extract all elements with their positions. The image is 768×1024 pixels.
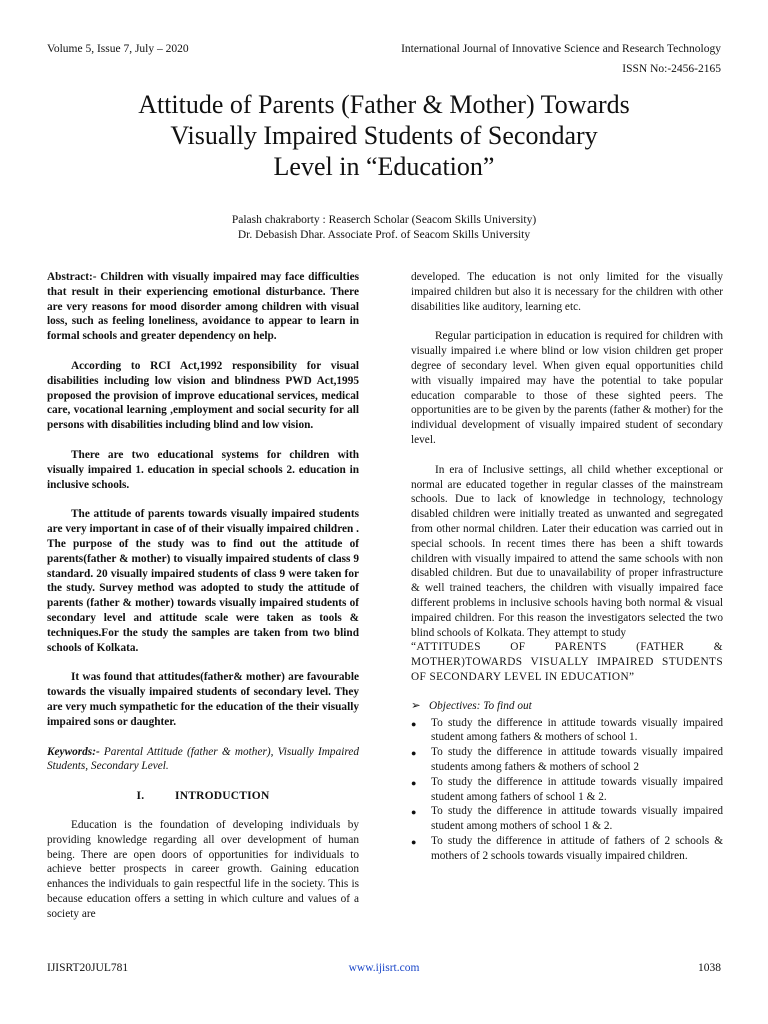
objectives-heading bbox=[411, 699, 723, 714]
section-heading: I. INTRODUCTION bbox=[136, 790, 270, 803]
study-title-quote: “ATTITUDES OF PARENTS (FATHER & MOTHER)TOWARDS VISUALLY IMPAIRED STUDENTS OF SECONDARY LEVEL IN EDUCATION” bbox=[411, 641, 723, 683]
bullet-icon: ● bbox=[411, 718, 417, 729]
author-2: Dr. Debasish Dhar. Associate Prof. of Seacom Skills University bbox=[237, 228, 531, 241]
list-item bbox=[411, 716, 723, 746]
volume-info: Volume 5, Issue 7, July – 2020 bbox=[47, 43, 189, 55]
abstract-paragraph: According to RCI Act,1992 responsibility for visual disabilities including low vision and blindness PWD Act,1995 proposed the provision of improve educational services, medical care, vocational learning ,employment and social security for all persons with disabilities including blind and low vision. bbox=[47, 359, 359, 432]
left-column bbox=[47, 270, 359, 936]
list-item bbox=[411, 775, 723, 805]
objective-text: To study the difference in attitude towards visually impaired student among fathers & mothers of school 1. bbox=[431, 716, 723, 744]
journal-url-link[interactable]: www.ijisrt.com bbox=[348, 962, 420, 974]
intro-paragraph: Regular participation in education is required for children with visually impaired i.e where blind or low vision children get proper degree of secondary level. When given equal opportunities child with visually impaired may have the potential to take popular education comparable to those of these sighted peers. The opportunities are to be given by the parents (father & mother) for the individual development of visually impaired student of secondary level. bbox=[411, 330, 723, 446]
objectives-heading-text: Objectives: To find out bbox=[429, 699, 532, 712]
right-column bbox=[411, 270, 723, 863]
abstract-paragraph: The attitude of parents towards visually impaired students are very important in case of of their visually impaired children . The purpose of the study was to find out the attitude of parents(father & mother) to visually impaired students of class 9 standard. 20 visually impaired students of class 9 were taken for the study. Survey method was adopted to study the attitude of parents (father & mother) towards visually impaired students of secondary level and attitude scale were taken as tools & techniques.For the study the samples are taken from two blind schools of Kolkata. bbox=[47, 508, 359, 654]
article-id: IJISRT20JUL781 bbox=[47, 962, 129, 974]
page-number: 1038 bbox=[698, 962, 721, 974]
objectives-list bbox=[411, 716, 723, 864]
keywords-text: Parental Attitude (father & mother), Visually Impaired Students, Secondary Level. bbox=[47, 745, 359, 773]
abstract-paragraph: There are two educational systems for children with visually impaired 1. education in special schools 2. education in inclusive schools. bbox=[47, 448, 359, 491]
author-1: Palash chakraborty : Reaserch Scholar (Seacom Skills University) bbox=[231, 214, 537, 226]
objective-text: To study the difference in attitude towards visually impaired student among fathers of school 1 & 2. bbox=[431, 775, 723, 803]
list-item bbox=[411, 834, 723, 864]
arrow-bullet-icon: ➢ bbox=[411, 699, 421, 712]
abstract-paragraph: Abstract:- Children with visually impaired may face difficulties that result in their experiencing emotional disturbance. There are very reasons for mood disorder among children with visual loss, such as feeling loneliness, avoidance to appear to learn in formal schools and greater dependency on help. bbox=[47, 271, 359, 343]
intro-paragraph: In era of Inclusive settings, all child whether exceptional or normal are educated together in regular classes of the mainstream schools. Due to lack of knowledge in technology, technology disabled children were initially treated as unwanted and segregated from other normal children. Later their education was carried out in special schools. In recent times there has been a shift towards children with visually impaired to attend the same schools with non disabled children. But due to unavailability of proper infrastructure & well trained teachers, the children with visually impaired face different problems in inclusive schools having both normal & visual impaired children. For this reason the investigators selected the two blind schools of Kolkata. They attempt to study bbox=[411, 463, 723, 639]
paper-title: Attitude of Parents (Father & Mother) Towards Visually Impaired Students of Secondary Level in “Education” bbox=[138, 90, 630, 181]
objective-text: To study the difference in attitude towards visually impaired student among mothers of school 1 & 2. bbox=[431, 805, 723, 833]
keywords bbox=[47, 745, 359, 775]
bullet-icon: ● bbox=[411, 836, 417, 847]
keywords-label: Keywords:- bbox=[47, 745, 100, 758]
intro-paragraph: Education is the foundation of developing individuals by providing knowledge regarding all over development of human being. There are open doors of opportunities for individuals to achieve better prospects in career growth. Gaining education enhances the individuals to gain respectful life in the society. This is because education offers a setting in which culture and values of a society are bbox=[47, 818, 359, 920]
abstract-paragraph: It was found that attitudes(father& mother) are favourable towards the visually impaired students of secondary level. They are very much sympathetic for the education of the their visually impaired sons or daughter. bbox=[47, 671, 359, 728]
issn: ISSN No:-2456-2165 bbox=[622, 63, 721, 75]
objective-text: To study the difference in attitude towards visually impaired students among fathers & mothers of school 2 bbox=[431, 746, 723, 773]
list-item bbox=[411, 745, 723, 775]
bullet-icon: ● bbox=[411, 748, 417, 759]
objective-text: To study the difference in attitude of fathers of 2 schools & mothers of 2 schools towards visually impaired children. bbox=[431, 834, 723, 862]
authors bbox=[0, 213, 768, 242]
intro-paragraph-continued: developed. The education is not only limited for the visually impaired children but also it is necessary for the children with other disabilities like auditory, learning etc. bbox=[411, 271, 723, 313]
journal-name: International Journal of Innovative Science and Research Technology bbox=[401, 43, 721, 55]
list-item bbox=[411, 804, 723, 834]
bullet-icon: ● bbox=[411, 807, 417, 818]
bullet-icon: ● bbox=[411, 777, 417, 788]
